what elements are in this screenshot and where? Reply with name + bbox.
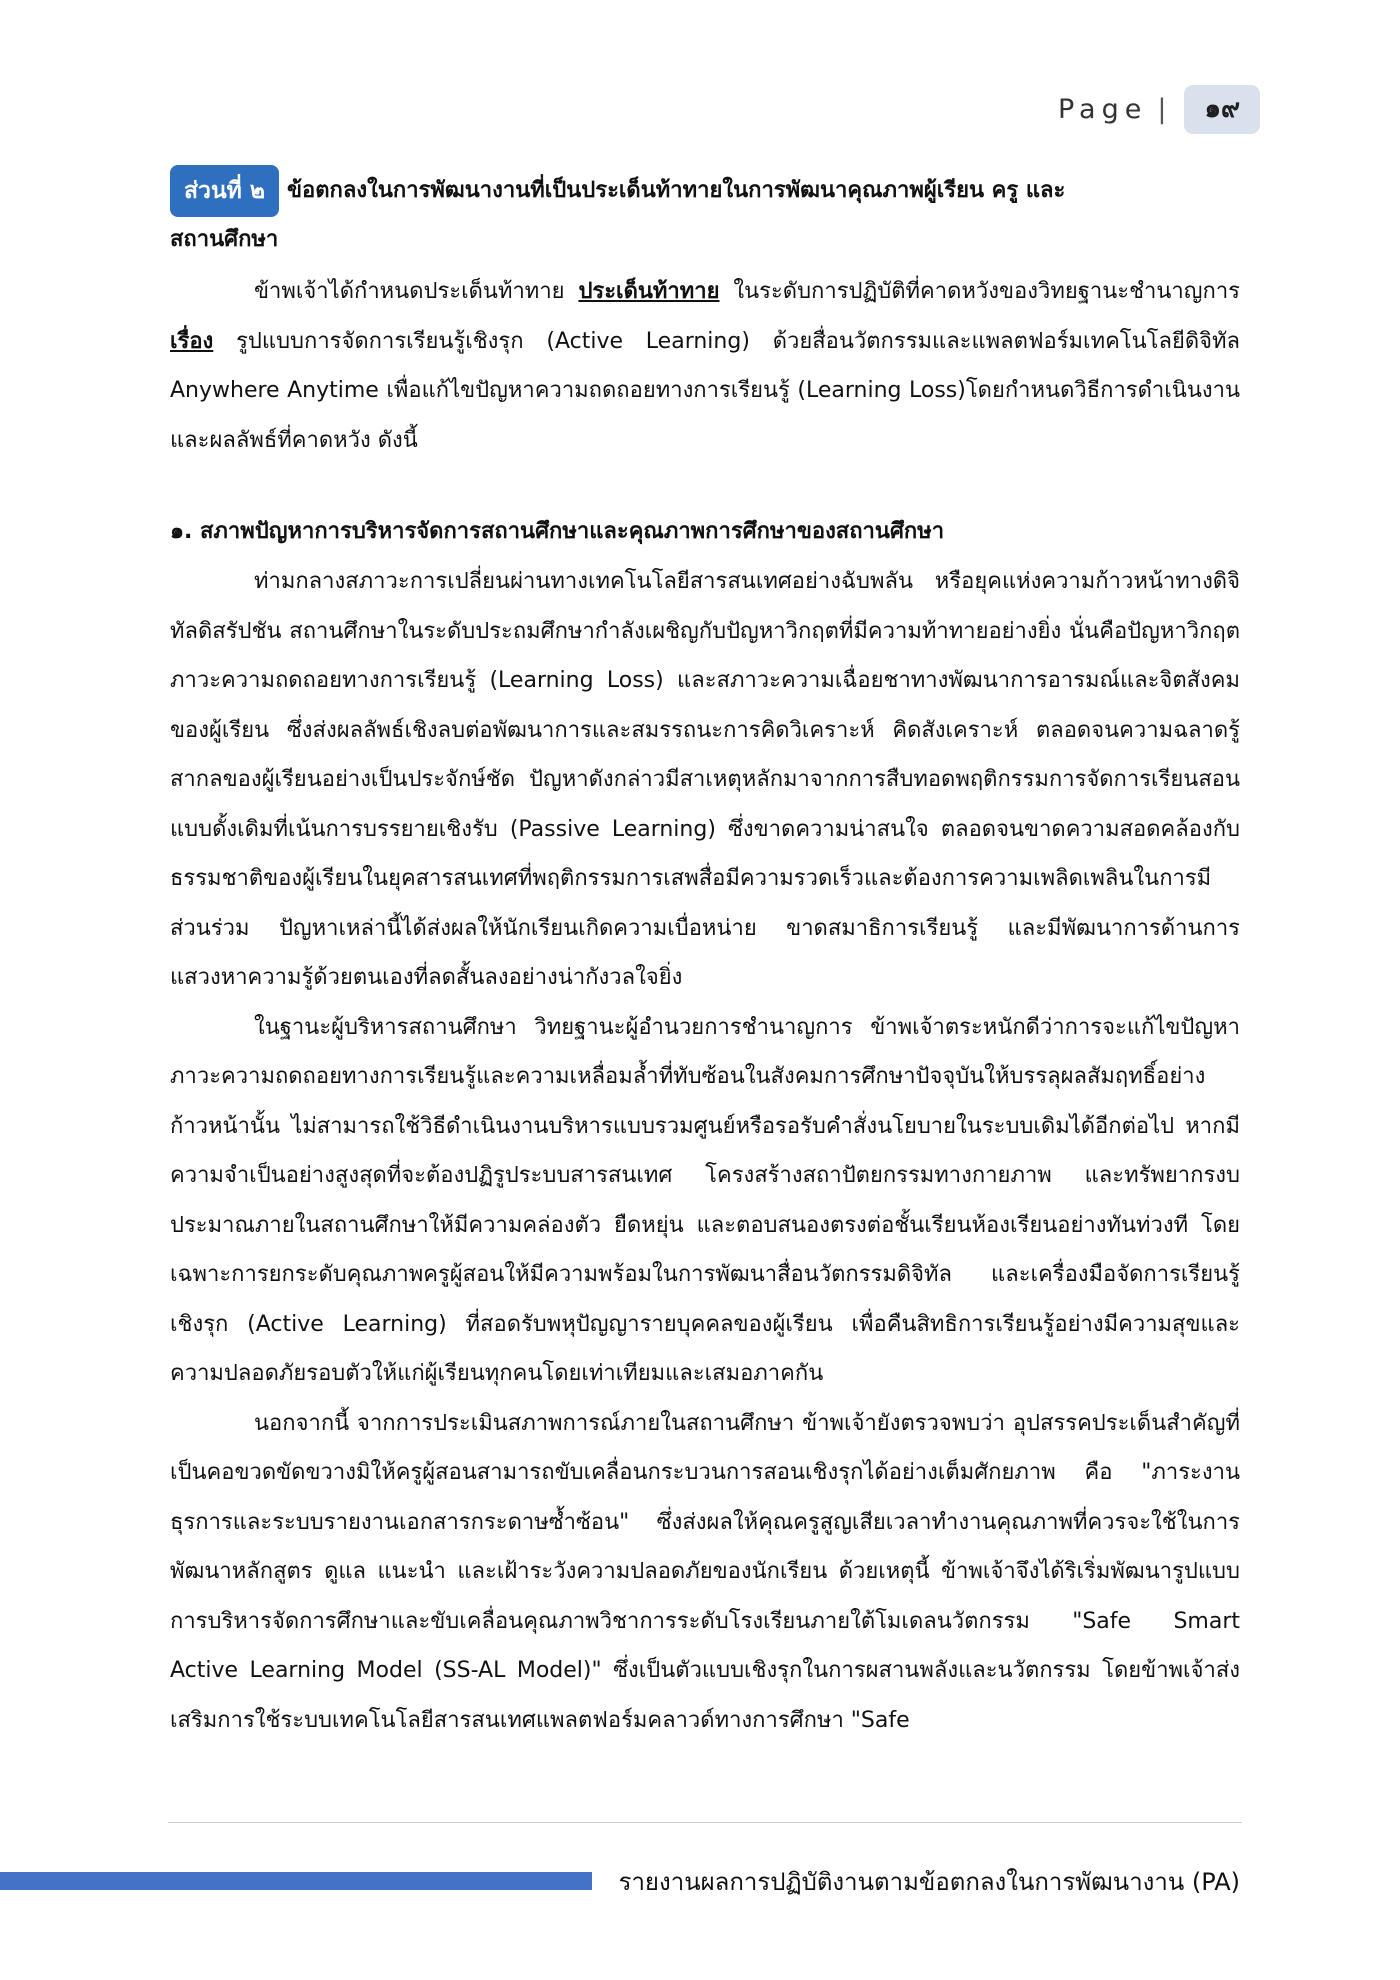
page-number: ๑๙ (1184, 85, 1260, 134)
footer-accent-bar (0, 1872, 592, 1890)
intro-text-2: ในระดับการปฏิบัติที่คาดหวังของวิทยฐานะชำนาญการ (719, 279, 1240, 304)
part1-paragraph-2: ในฐานะผู้บริหารสถานศึกษา วิทยฐานะผู้อำนวยการชำนาญการ ข้าพเจ้าตระหนักดีว่าการจะแก้ไขปัญหาภาวะความถดถอยทางการเรียนรู้และความเหลื่อมล้ำที่ทับซ้อนในสังคมการศึกษาปัจจุบันให้บรรลุผลสัมฤทธิ์อย่างก้าวหน้านั้น ไม่สามารถใช้วิธีดำเนินงานบริหารแบบรวมศูนย์หรือรอรับคำสั่งนโยบายในระบบเดิมได้อีกต่อไป หากมีความจำเป็นอย่างสูงสุดที่จะต้องปฏิรูประบบสารสนเทศ โครงสร้างสถาปัตยกรรมทางกายภาพ และทรัพยากรงบประมาณภายในสถานศึกษาให้มีความคล่องตัว ยืดหยุ่น และตอบสนองตรงต่อชั้นเรียนห้องเรียนอย่างทันท่วงที โดยเฉพาะการยกระดับคุณภาพครูผู้สอนให้มีความพร้อมในการพัฒนาสื่อนวัตกรรมดิจิทัล และเครื่องมือจัดการเรียนรู้เชิงรุก (Active Learning) ที่สอดรับพหุปัญญารายบุคคลของผู้เรียน เพื่อคืนสิทธิการเรียนรู้อย่างมีความสุขและความปลอดภัยรอบตัวให้แก่ผู้เรียนทุกคนโดยเท่าเทียมและเสมอภาคกัน (170, 1014, 1240, 1386)
footer-title: รายงานผลการปฏิบัติงานตามข้อตกลงในการพัฒนางาน (PA) (618, 1868, 1240, 1896)
footer-divider (168, 1822, 1242, 1823)
page-header (1058, 88, 1260, 130)
section-heading (170, 165, 1240, 217)
section-title-line1: ข้อตกลงในการพัฒนางานที่เป็นประเด็นท้าทายในการพัฒนาคุณภาพผู้เรียน ครู และ (287, 178, 1066, 203)
part1-paragraph-1: ท่ามกลางสภาวะการเปลี่ยนผ่านทางเทคโนโลยีสารสนเทศอย่างฉับพลัน หรือยุคแห่งความก้าวหน้าทางดิจิทัลดิสรัปชัน สถานศึกษาในระดับประถมศึกษากำลังเผชิญกับปัญหาวิกฤตที่มีความท้าทายอย่างยิ่ง นั่นคือปัญหาวิกฤตภาวะความถดถอยทางการเรียนรู้ (Learning Loss) และสภาวะความเฉื่อยชาทางพัฒนาการอารมณ์และจิตสังคมของผู้เรียน ซึ่งส่งผลลัพธ์เชิงลบต่อพัฒนาการและสมรรถนะการคิดวิเคราะห์ คิดสังเคราะห์ ตลอดจนความฉลาดรู้สากลของผู้เรียนอย่างเป็นประจักษ์ชัด ปัญหาดังกล่าวมีสาเหตุหลักมาจากการสืบทอดพฤติกรรมการจัดการเรียนสอนแบบดั้งเดิมที่เน้นการบรรยายเชิงรับ (Passive Learning) ซึ่งขาดความน่าสนใจ ตลอดจนขาดความสอดคล้องกับธรรมชาติของผู้เรียนในยุคสารสนเทศที่พฤติกรรมการเสพสื่อมีความรวดเร็วและต้องการความเพลิดเพลินในการมีส่วนร่วม ปัญหาเหล่านี้ได้ส่งผลให้นักเรียนเกิดความเบื่อหน่าย ขาดสมาธิการเรียนรู้ และมีพัฒนาการด้านการแสวงหาความรู้ด้วยตนเองที่ลดสั้นลงอย่างน่ากังวลใจยิ่ง (170, 569, 1240, 990)
section-badge: ส่วนที่ ๒ (170, 165, 279, 217)
intro-underline-1: ประเด็นท้าทาย (578, 279, 720, 304)
intro-text-3: รูปแบบการจัดการเรียนรู้เชิงรุก (Active Learning) ด้วยสื่อนวัตกรรมและแพลตฟอร์มเทคโนโลยีดิจิทัล Anywhere Anytime เพื่อแก้ไขปัญหาความถดถอยทางการเรียนรู้ (Learning Loss)โดยกำหนดวิธีการดำเนินงานและผลลัพธ์ที่คาดหวัง ดังนี้ (170, 328, 1240, 453)
section-title-line2: สถานศึกษา (170, 227, 279, 252)
page-separator: | (1157, 93, 1167, 125)
intro-paragraph (170, 267, 1240, 465)
intro-underline-2: เรื่อง (170, 328, 214, 354)
part1-heading: ๑. สภาพปัญหาการบริหารจัดการสถานศึกษาและคุณภาพการศึกษาของสถานศึกษา (170, 519, 945, 544)
document-body (170, 165, 1240, 1745)
part1-paragraph-3: นอกจากนี้ จากการประเมินสภาพการณ์ภายในสถานศึกษา ข้าพเจ้ายังตรวจพบว่า อุปสรรคประเด็นสำคัญที่เป็นคอขวดขัดขวางมิให้ครูผู้สอนสามารถขับเคลื่อนกระบวนการสอนเชิงรุกได้อย่างเต็มศักยภาพ คือ "ภาระงานธุรการและระบบรายงานเอกสารกระดาษซ้ำซ้อน" ซึ่งส่งผลให้คุณครูสูญเสียเวลาทำงานคุณภาพที่ควรจะใช้ในการพัฒนาหลักสูตร ดูแล แนะนำ และเฝ้าระวังความปลอดภัยของนักเรียน ด้วยเหตุนี้ ข้าพเจ้าจึงได้ริเริ่มพัฒนารูปแบบการบริหารจัดการศึกษาและขับเคลื่อนคุณภาพวิชาการระดับโรงเรียนภายใต้โมเดลนวัตกรรม "Safe Smart Active Learning Model (SS-AL Model)" ซึ่งเป็นตัวแบบเชิงรุกในการผสานพลังและนวัตกรรม โดยข้าพเจ้าส่งเสริมการใช้ระบบเทคโนโลยีสารสนเทศแพลตฟอร์มคลาวด์ทางการศึกษา "Safe (170, 1410, 1240, 1733)
intro-text-1: ข้าพเจ้าได้กำหนดประเด็นท้าทาย (254, 279, 579, 304)
page-label: Page (1057, 93, 1148, 125)
